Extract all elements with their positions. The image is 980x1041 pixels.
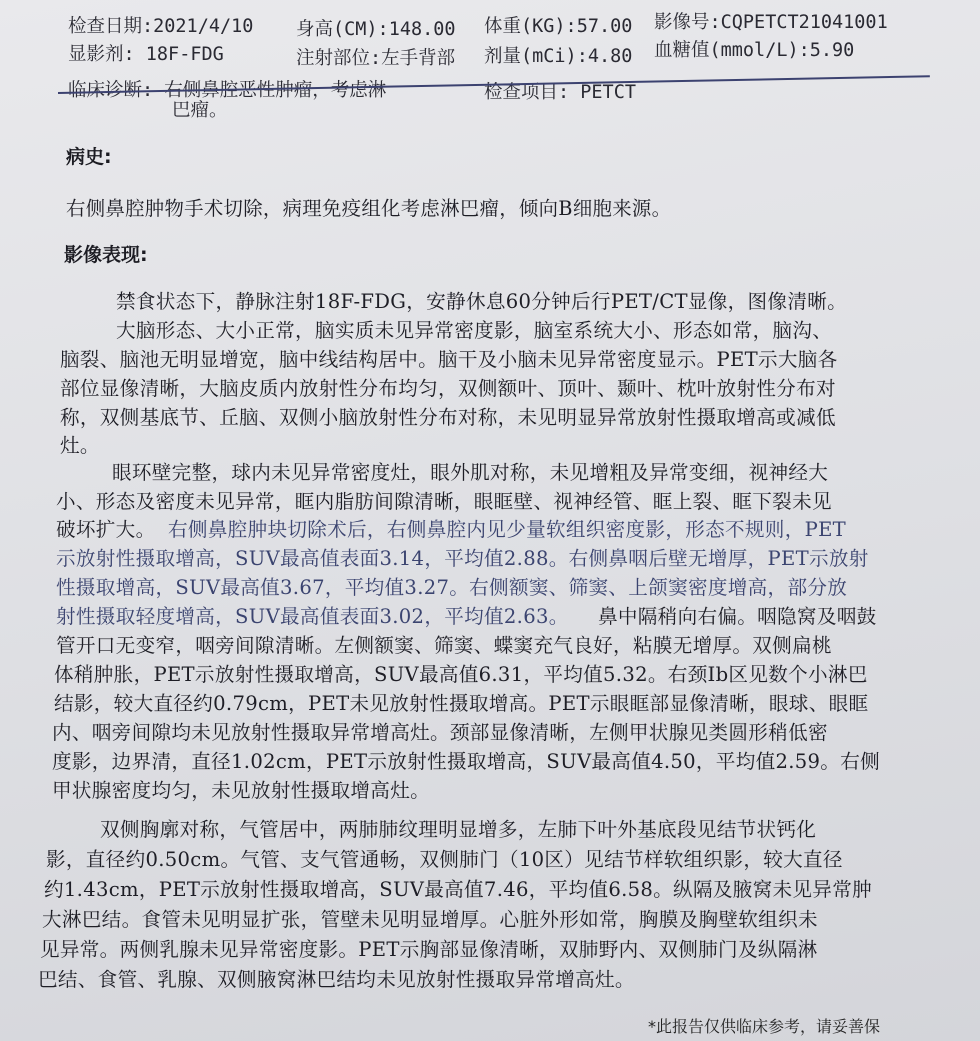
findings-line: 管开口无变窄，咽旁间隙清晰。左侧额窦、筛窦、蝶窦充气良好，粘膜无增厚。双侧扁桃 xyxy=(56,634,832,657)
findings-line: 鼻中隔稍向右偏。咽隐窝及咽鼓 xyxy=(598,605,877,628)
findings-line: 脑裂、脑池无明显增宽，脑中线结构居中。脑干及小脑未见异常密度显示。PET示大脑各 xyxy=(60,348,838,371)
findings-line: 巴结、食管、乳腺、双侧腋窝淋巴结均未见放射性摄取异常增高灶。 xyxy=(38,968,635,991)
findings-line: 称，双侧基底节、丘脑、双侧小脑放射性分布对称，未见明显异常放射性摄取增高或减低 xyxy=(60,406,836,429)
footer-note: *此报告仅供临床参考，请妥善保 xyxy=(648,1017,881,1036)
findings-line: 示放射性摄取增高，SUV最高值表面3.14，平均值2.88。右侧鼻咽后壁无增厚，PET示放射 xyxy=(56,547,869,570)
clinical-diagnosis-cont: 巴瘤。 xyxy=(172,100,228,121)
exam-item: 检查项目: PETCT xyxy=(484,82,636,103)
patient-weight: 体重(KG):57.00 xyxy=(484,16,633,37)
findings-line: 大淋巴结。食管未见明显扩张，管壁未见明显增厚。心脏外形如常，胸膜及胸壁软组织未 xyxy=(42,908,818,931)
findings-line: 影，直径约0.50cm。气管、支气管通畅，双侧肺门（10区）见结节样软组织影，较大直径 xyxy=(46,848,843,871)
findings-line: 禁食状态下，静脉注射18F-FDG，安静休息60分钟后行PET/CT显像，图像清晰。 xyxy=(116,290,848,313)
patient-height: 身高(CM):148.00 xyxy=(296,19,456,40)
exam-date: 检查日期:2021/4/10 xyxy=(68,16,254,37)
findings-line: 体稍肿胀，PET示放射性摄取增高，SUV最高值6.31，平均值5.32。右颈Ib区见数个小淋巴 xyxy=(54,663,868,686)
injection-site: 注射部位:左手背部 xyxy=(296,48,456,69)
findings-line: 右侧鼻腔肿块切除术后，右侧鼻腔内见少量软组织密度影，形态不规则，PET xyxy=(168,518,847,541)
findings-line: 性摄取增高，SUV最高值3.67，平均值3.27。右侧额窦、筛窦、上颌窦密度增高，部分放 xyxy=(56,576,848,599)
clinical-diagnosis: 临床诊断: 右侧鼻腔恶性肿瘤，考虑淋 xyxy=(68,80,387,101)
findings-line: 小、形态及密度未见异常，眶内脂肪间隙清晰，眼眶壁、视神经管、眶上裂、眶下裂未见 xyxy=(56,490,832,513)
findings-line: 破坏扩大。 xyxy=(56,518,156,541)
image-number: 影像号:CQPETCT21041001 xyxy=(654,12,888,33)
tracer: 显影剂: 18F-FDG xyxy=(68,44,224,65)
findings-line: 大脑形态、大小正常，脑实质未见异常密度影，脑室系统大小、形态如常，脑沟、 xyxy=(116,319,833,342)
findings-line: 内、咽旁间隙均未见放射性摄取异常增高灶。颈部显像清晰，左侧甲状腺见类圆形稍低密 xyxy=(52,721,828,744)
findings-line: 部位显像清晰，大脑皮质内放射性分布均匀，双侧额叶、顶叶、颞叶、枕叶放射性分布对 xyxy=(60,377,836,400)
findings-line: 见异常。两侧乳腺未见异常密度影。PET示胸部显像清晰，双肺野内、双侧肺门及纵隔淋 xyxy=(40,938,818,961)
findings-line: 约1.43cm，PET示放射性摄取增高，SUV最高值7.46，平均值6.58。纵隔及腋窝未见异常肿 xyxy=(44,878,872,901)
dose: 剂量(mCi):4.80 xyxy=(484,46,633,67)
history-text: 右侧鼻腔肿物手术切除，病理免疫组化考虑淋巴瘤，倾向B细胞来源。 xyxy=(66,197,672,220)
history-heading: 病史: xyxy=(66,146,112,168)
blood-glucose: 血糖值(mmol/L):5.90 xyxy=(654,40,855,61)
findings-line: 眼环壁完整，球内未见异常密度灶，眼外肌对称，未见增粗及异常变细，视神经大 xyxy=(112,461,829,484)
findings-line: 结影，较大直径约0.79cm，PET未见放射性摄取增高。PET示眼眶部显像清晰，眼球、眼眶 xyxy=(54,692,869,715)
findings-line: 双侧胸廓对称，气管居中，两肺肺纹理明显增多，左肺下叶外基底段见结节状钙化 xyxy=(100,818,817,841)
findings-line: 射性摄取轻度增高，SUV最高值表面3.02，平均值2.63。 xyxy=(56,605,569,628)
findings-line: 甲状腺密度均匀，未见放射性摄取增高灶。 xyxy=(52,779,430,802)
findings-line: 灶。 xyxy=(60,434,100,457)
findings-line: 度影，边界清，直径1.02cm，PET示放射性摄取增高，SUV最高值4.50，平均值2.59。右侧 xyxy=(52,750,880,773)
findings-heading: 影像表现: xyxy=(64,244,148,266)
